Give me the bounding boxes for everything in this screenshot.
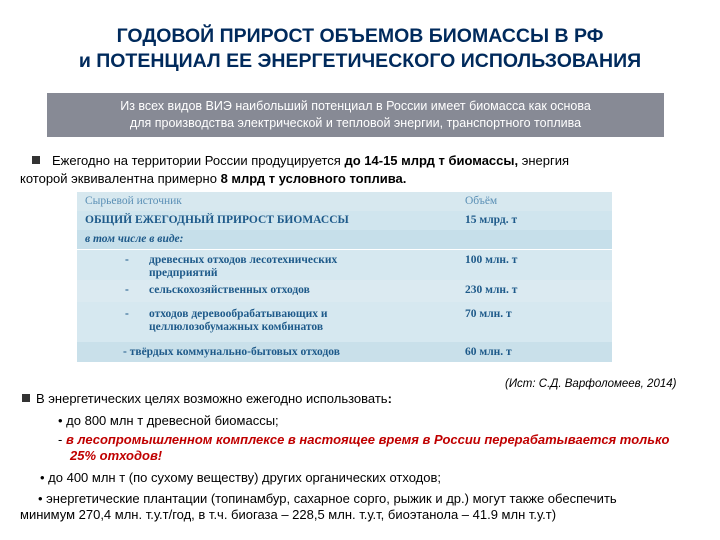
intro-paragraph: Ежегодно на территории России продуцируется до 14-15 млрд т биомассы, энергия которой эквивалентна примерно 8 млрд т условного топлива. (20, 153, 570, 186)
header-volume: Объём (465, 195, 498, 207)
title-line-1: ГОДОВОЙ ПРИРОСТ ОБЪЕМОВ БИОМАССЫ В РФ (116, 25, 604, 47)
section2-item-organic: • до 400 млн т (по сухому веществу) других органических отходов; (40, 470, 442, 485)
section2-heading: В энергетических целях возможно ежегодно использовать: (20, 390, 710, 408)
section2-item-plantations-cont: минимум 270,4 млн. т.у.т/год, в т.ч. биогаза – 228,5 млн. т.у.т, биоэтанола – 41.9 млн т.у.т) (20, 507, 557, 522)
table-row: - отходов деревообрабатывающих и целлюлозобумажных комбинатов 70 млн. т (77, 302, 612, 342)
table-subheader-row (77, 230, 612, 249)
table-row: - древесных отходов лесотехнических предприятий 100 млн. т (77, 250, 612, 280)
subheader-label: в том числе в виде: (85, 233, 184, 245)
title-line-2: и ПОТЕНЦИАЛ ЕЕ ЭНЕРГЕТИЧЕСКОГО ИСПОЛЬЗОВАНИЯ (78, 50, 642, 72)
processing-note: в лесопромышленном комплексе в настоящее время в России перерабатывается только (65, 432, 670, 447)
square-bullet-icon (22, 394, 30, 402)
banner-line-2: для производства электрической и тепловой энергии, транспортного топлива (129, 116, 582, 130)
section2-item-plantations: • энергетические плантации (топинамбур, сахарное сорго, рыжик и др.) могут также обеспечить (38, 491, 617, 506)
section2-item-wood: • до 800 млн т древесной биомассы; (58, 413, 279, 428)
table-header-row (77, 192, 612, 211)
biomass-table (77, 192, 612, 370)
intro-highlight-fuel: 8 млрд т условного топлива. (220, 171, 407, 186)
source-citation: (Ист: С.Д. Варфоломеев, 2014) (505, 378, 677, 390)
info-banner (47, 93, 664, 137)
total-label: ОБЩИЙ ЕЖЕГОДНЫЙ ПРИРОСТ БИОМАССЫ (85, 214, 349, 226)
page-title (0, 24, 720, 74)
processing-note-percent: 25% отходов! (70, 448, 163, 463)
banner-line-1: Из всех видов ВИЭ наибольший потенциал в России имеет биомасса как основа (120, 99, 591, 113)
table-row: - твёрдых коммунально-бытовых отходов 60 млн. т (77, 342, 612, 362)
intro-highlight-biomass: до 14-15 млрд т биомассы, (344, 153, 519, 168)
section2-item-note: - в лесопромышленном комплексе в настоящее время в России перерабатывается только (58, 432, 670, 447)
total-value: 15 млрд. т (465, 214, 518, 226)
table-total-row (77, 211, 612, 230)
table-row: - сельскохозяйственных отходов 230 млн. т (77, 280, 612, 302)
square-bullet-icon (32, 156, 40, 164)
header-source: Сырьевой источник (85, 195, 182, 207)
